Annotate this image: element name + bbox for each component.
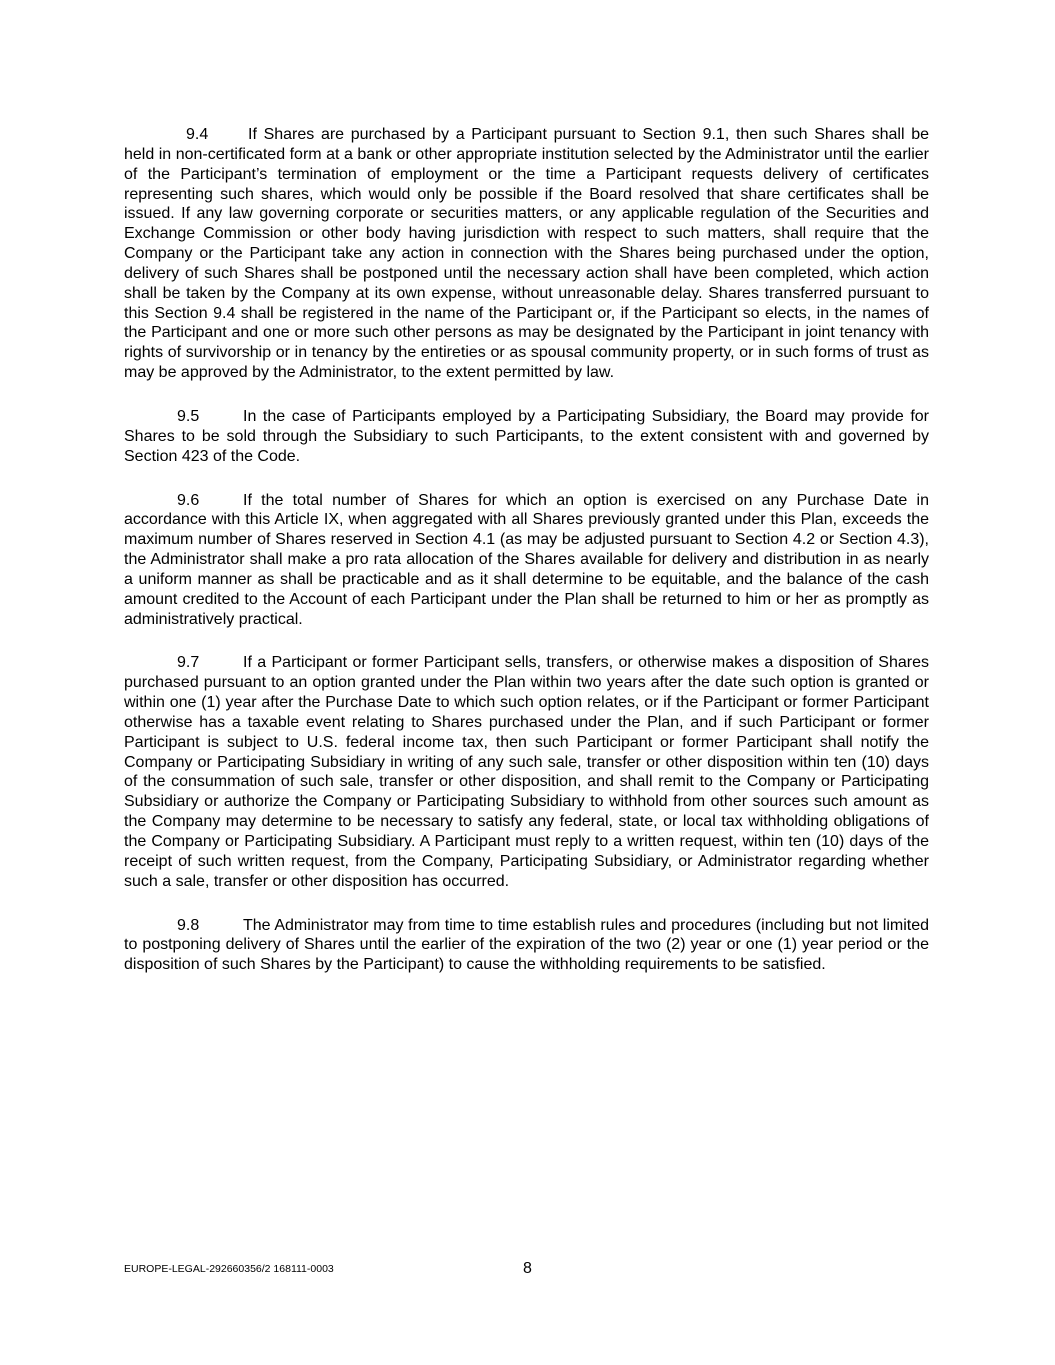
section-9-5: [124, 407, 929, 467]
section-9-8: [124, 916, 929, 976]
section-text: The Administrator may from time to time establish rules and procedures (including but not limited to postponing delivery of Shares until the earlier of the expiration of the two (2) year or one (1) year period or the disposition of such Shares by the Participant) to cause the withholding requirements to be satisfied.: [124, 916, 929, 974]
section-9-6: [124, 491, 929, 630]
section-number: 9.4: [186, 126, 209, 143]
section-number: 9.5: [177, 407, 200, 425]
section-text: In the case of Participants employed by a Participating Subsidiary, the Board may provide for Shares to be sold through the Subsidiary to such Participants, to the extent consistent with and governed by Section 423 of the Code.: [124, 407, 929, 465]
section-9-7: [124, 653, 929, 891]
section-number: 9.7: [177, 654, 200, 672]
section-text: If Shares are purchased by a Participant pursuant to Section 9.1, then such Shares shall be held in non-certificated form at a bank or other appropriate institution selected by the Administrator until the earlier of the Participant’s termination of employment or the time a Participant requests delivery of certificates representing such shares, which would only be possible if the Board resolved that share certificates shall be issued. If any law governing corporate or securities matters, or any applicable regulation of the Securities and Exchange Commission or other body having jurisdiction with respect to such matters, shall require that the Company or the Participant take any action in connection with the Shares being purchased under the option, delivery of such Shares shall be postponed until the necessary action shall have been completed, which action shall be taken by the Company at its own expense, without unreasonable delay. Shares transferred pursuant to this Section 9.4 shall be registered in the name of the Participant or, if the Participant so elects, in the names of the Participant and one or more such other persons as may be designated by the Participant in joint tenancy with rights of survivorship or in tenancy by the entireties or as spousal community property, or in such forms of trust as may be approved by the Administrator, to the extent permitted by law.: [124, 126, 929, 382]
section-text: If the total number of Shares for which an option is exercised on any Purchase Date in accordance with this Article IX, when aggregated with all Shares previously granted under this Plan, exceeds the maximum number of Shares reserved in Section 4.1 (as may be adjusted pursuant to Section 4.2 or Section 4.3), the Administrator shall make a pro rata allocation of the Shares available for delivery and distribution in as nearly a uniform manner as shall be practicable and as it shall determine to be equitable, and the balance of the cash amount credited to the Account of each Participant under the Plan shall be returned to him or her as promptly as administratively practical.: [124, 491, 929, 628]
section-number: 9.6: [177, 491, 200, 509]
page-number: 8: [523, 1260, 532, 1277]
footer-document-id: EUROPE-LEGAL-292660356/2 168111-0003: [124, 1263, 334, 1275]
document-body: [124, 125, 929, 999]
section-text: If a Participant or former Participant sells, transfers, or otherwise makes a disposition of Shares purchased pursuant to an option granted under the Plan within two years after the date such option is granted or within one (1) year after the Purchase Date to which such option relates, or if the Participant or former Participant otherwise has a taxable event relating to Shares purchased under the Plan, and if such Participant or former Participant is subject to U.S. federal income tax, then such Participant or former Participant shall notify the Company or Participating Subsidiary in writing of any such sale, transfer or other disposition within ten (10) days of the consummation of such sale, transfer or other disposition, and shall remit to the Company or Participating Subsidiary or authorize the Company or Participating Subsidiary to withhold from other sources such amount as the Company may determine to be necessary to satisfy any federal, state, or local tax withholding obligations of the Company or Participating Subsidiary. A Participant must reply to a written request, within ten (10) days of the receipt of such written request, from the Company, Participating Subsidiary, or Administrator regarding whether such a sale, transfer or other disposition has occurred.: [124, 654, 929, 890]
section-number: 9.8: [177, 916, 200, 934]
section-9-4: [124, 125, 929, 383]
